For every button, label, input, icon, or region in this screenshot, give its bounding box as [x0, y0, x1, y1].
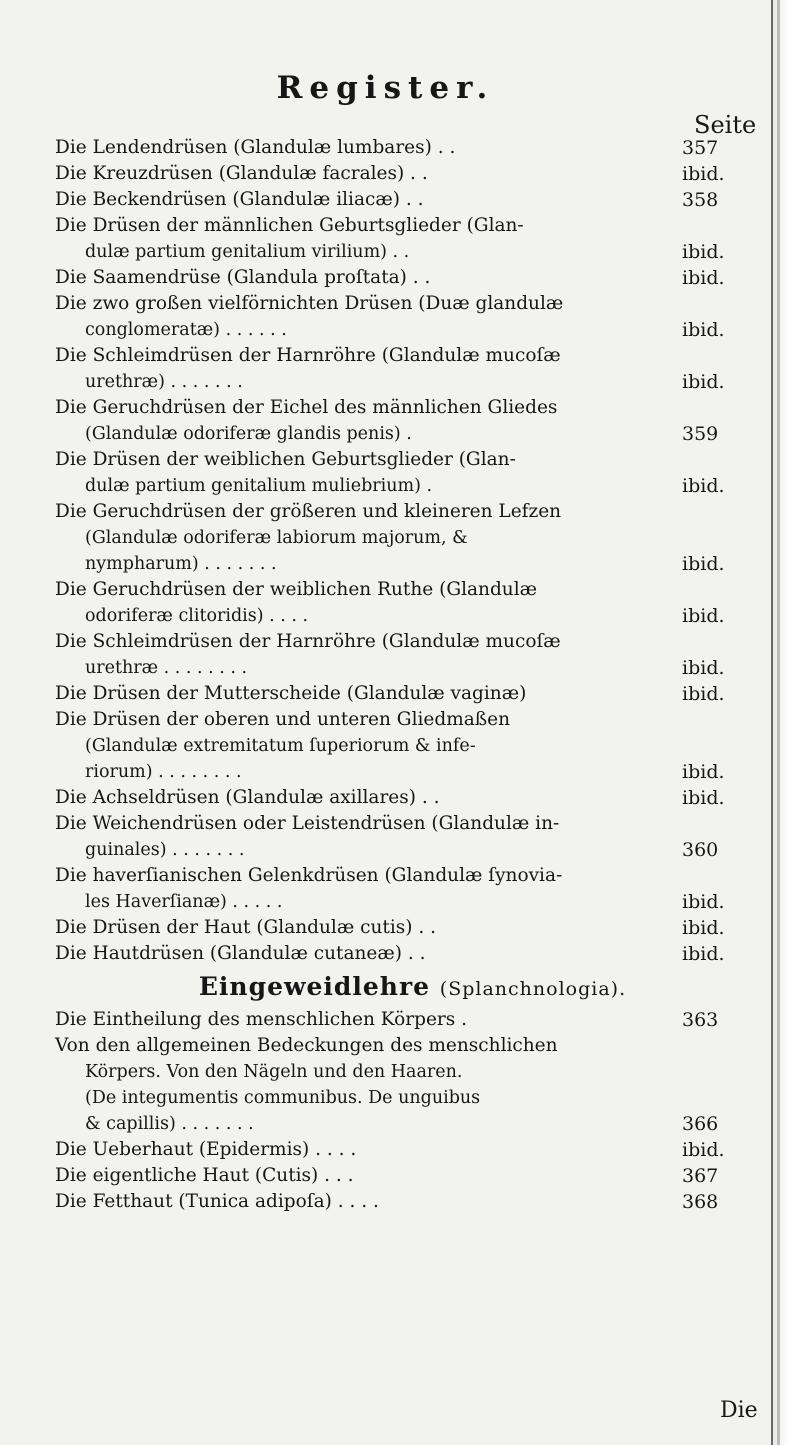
entry-line [55, 499, 770, 525]
entry-page-number: ibid. [682, 267, 725, 289]
entry-continuation-line [55, 759, 770, 785]
register-entry [55, 629, 770, 681]
entry-page-number: ibid. [682, 787, 725, 809]
register-entry [55, 499, 770, 577]
entry-line [55, 343, 770, 369]
entry-continuation-line [55, 369, 770, 395]
entry-line [55, 395, 770, 421]
entry-text: & capillis) . . . . . . . [85, 1114, 254, 1134]
entry-line [55, 291, 770, 317]
register-entry [55, 811, 770, 863]
entry-text: Die Achseldrüsen (Glandulæ axillares) . . [55, 787, 440, 808]
register-entry [55, 213, 770, 265]
entry-continuation-line [55, 655, 770, 681]
entry-line [55, 161, 770, 187]
register-entry [55, 941, 770, 967]
catchword: Die [720, 1398, 758, 1423]
entry-continuation-line [55, 551, 770, 577]
entry-line [55, 811, 770, 837]
entry-line [55, 1163, 770, 1189]
entry-text: Die Schleimdrüsen der Harnröhre (Glandulæ mucoſæ [55, 345, 561, 366]
page-title: Register. [276, 70, 495, 106]
entry-text: Körpers. Von den Nägeln und den Haaren. [85, 1062, 463, 1082]
entry-page-number: ibid. [682, 761, 725, 783]
entry-text: Die Drüsen der Haut (Glandulæ cutis) . . [55, 917, 436, 938]
entry-page-number: ibid. [682, 475, 725, 497]
entry-text: Die Drüsen der weiblichen Geburtsglieder (Glan- [55, 449, 516, 470]
entry-text: dulæ partium genitalium virilium) . . [85, 242, 410, 262]
register-entry [55, 265, 770, 291]
register-entry [55, 707, 770, 785]
entry-page-number: ibid. [682, 917, 725, 939]
entry-text: Die Ueberhaut (Epidermis) . . . . [55, 1139, 357, 1160]
entry-continuation-line [55, 421, 770, 447]
entry-line [55, 265, 770, 291]
entry-continuation-line [55, 889, 770, 915]
entry-continuation-line [55, 1085, 770, 1111]
entry-text: guinales) . . . . . . . [85, 840, 245, 860]
entry-page-number: ibid. [682, 605, 725, 627]
register-entry [55, 395, 770, 447]
entry-text: Die Eintheilung des menschlichen Körpers . [55, 1009, 467, 1030]
entry-line [55, 681, 770, 707]
entry-line [55, 915, 770, 941]
register-entry [55, 785, 770, 811]
section-latin-title: (Splanchnologia). [439, 978, 627, 1000]
entry-line [55, 785, 770, 811]
entry-text: Die Saamendrüse (Glandula proſtata) . . [55, 267, 431, 288]
entry-page-number: 363 [682, 1009, 719, 1031]
entry-page-number: ibid. [682, 241, 725, 263]
entry-text: Die Lendendrüsen (Glandulæ lumbares) . . [55, 137, 456, 158]
entry-page-number: 368 [682, 1191, 719, 1213]
entry-continuation-line [55, 317, 770, 343]
register-entry [55, 681, 770, 707]
entry-text: urethræ . . . . . . . . [85, 658, 248, 678]
entry-text: Die Beckendrüsen (Glandulæ iliacæ) . . [55, 189, 424, 210]
entry-continuation-line [55, 1111, 770, 1137]
entry-line [55, 1007, 770, 1033]
entry-line [55, 629, 770, 655]
entry-continuation-line [55, 837, 770, 863]
register-entry [55, 577, 770, 629]
entry-continuation-line [55, 733, 770, 759]
section-title: Eingeweidlehre [198, 972, 431, 1001]
register-entry [55, 1137, 770, 1163]
register-entry [55, 1189, 770, 1215]
entry-text: Die zwo großen vielförnichten Drüsen (Duæ glandulæ [55, 293, 564, 314]
entry-text: conglomeratæ) . . . . . . [85, 320, 287, 340]
entry-text: Die Drüsen der oberen und unteren Gliedmaßen [55, 709, 510, 730]
entry-page-number: 360 [682, 839, 719, 861]
entry-continuation-line [55, 1059, 770, 1085]
entry-text: nympharum) . . . . . . . [85, 554, 277, 574]
entry-page-number: ibid. [682, 163, 725, 185]
entry-page-number: ibid. [682, 683, 725, 705]
entry-line [55, 135, 770, 161]
entry-text: Die Weichendrüsen oder Leistendrüsen (Glandulæ in- [55, 813, 560, 834]
entry-text: Von den allgemeinen Bedeckungen des menschlichen [55, 1035, 558, 1056]
entry-line [55, 1189, 770, 1215]
entry-line [55, 707, 770, 733]
register-entry [55, 1033, 770, 1137]
entry-line [55, 1033, 770, 1059]
entry-page-number: 359 [682, 423, 719, 445]
entry-page-number: ibid. [682, 657, 725, 679]
entry-line [55, 213, 770, 239]
entry-page-number: 357 [682, 137, 719, 159]
register-entry [55, 863, 770, 915]
entry-text: (Glandulæ odoriferæ glandis penis) . [85, 424, 412, 444]
entry-continuation-line [55, 473, 770, 499]
entry-text: (Glandulæ odoriferæ labiorum majorum, & [85, 528, 468, 548]
entry-text: Die eigentliche Haut (Cutis) . . . [55, 1165, 354, 1186]
section-heading [55, 967, 770, 1007]
entry-continuation-line [55, 525, 770, 551]
entry-line [55, 447, 770, 473]
register-entry [55, 343, 770, 395]
entry-text: les Haverſianæ) . . . . . [85, 892, 283, 912]
entry-page-number: ibid. [682, 553, 725, 575]
entry-text: Die Schleimdrüsen der Harnröhre (Glandulæ mucoſæ [55, 631, 561, 652]
entry-continuation-line [55, 239, 770, 265]
entry-text: Die haverſianischen Gelenkdrüsen (Glandulæ ſynovia- [55, 865, 563, 886]
entry-text: Die Geruchdrüsen der weiblichen Ruthe (Glandulæ [55, 579, 538, 600]
register-entries [55, 135, 770, 1215]
entry-page-number: ibid. [682, 371, 725, 393]
entry-text: Die Hautdrüsen (Glandulæ cutaneæ) . . [55, 943, 426, 964]
entry-text: odoriferæ clitoridis) . . . . [85, 606, 309, 626]
entry-page-number: ibid. [682, 891, 725, 913]
entry-text: Die Drüsen der Mutterscheide (Glandulæ vaginæ) [55, 683, 527, 704]
entry-list-splanchnology [55, 1007, 770, 1215]
entry-page-number: ibid. [682, 1139, 725, 1161]
entry-text: Die Kreuzdrüsen (Glandulæ facrales) . . [55, 163, 428, 184]
entry-continuation-line [55, 603, 770, 629]
register-entry [55, 187, 770, 213]
page-column-label: Seite [694, 111, 757, 139]
entry-text: Die Geruchdrüsen der Eichel des männlichen Gliedes [55, 397, 558, 418]
register-entry [55, 135, 770, 161]
entry-text: (Glandulæ extremitatum ſuperiorum & infe- [85, 736, 476, 756]
register-entry [55, 915, 770, 941]
entry-line [55, 577, 770, 603]
entry-text: riorum) . . . . . . . . [85, 762, 242, 782]
register-entry [55, 1163, 770, 1189]
entry-page-number: ibid. [682, 943, 725, 965]
register-entry [55, 447, 770, 499]
entry-text: Die Drüsen der männlichen Geburtsglieder (Glan- [55, 215, 524, 236]
entry-line [55, 1137, 770, 1163]
entry-text: urethræ) . . . . . . . [85, 372, 243, 392]
entry-text: (De integumentis communibus. De unguibus [85, 1088, 481, 1108]
entry-text: Die Geruchdrüsen der größeren und kleineren Lefzen [55, 501, 562, 522]
book-spine-edge [771, 0, 801, 1445]
entry-line [55, 863, 770, 889]
entry-page-number: ibid. [682, 319, 725, 341]
entry-text: Die Fetthaut (Tunica adipoſa) . . . . [55, 1191, 379, 1212]
entry-list-glands [55, 135, 770, 967]
register-entry [55, 1007, 770, 1033]
entry-text: dulæ partium genitalium muliebrium) . [85, 476, 433, 496]
entry-page-number: 358 [682, 189, 719, 211]
entry-page-number: 367 [682, 1165, 719, 1187]
register-entry [55, 161, 770, 187]
entry-line [55, 941, 770, 967]
entry-line [55, 187, 770, 213]
register-entry [55, 291, 770, 343]
entry-page-number: 366 [682, 1113, 719, 1135]
